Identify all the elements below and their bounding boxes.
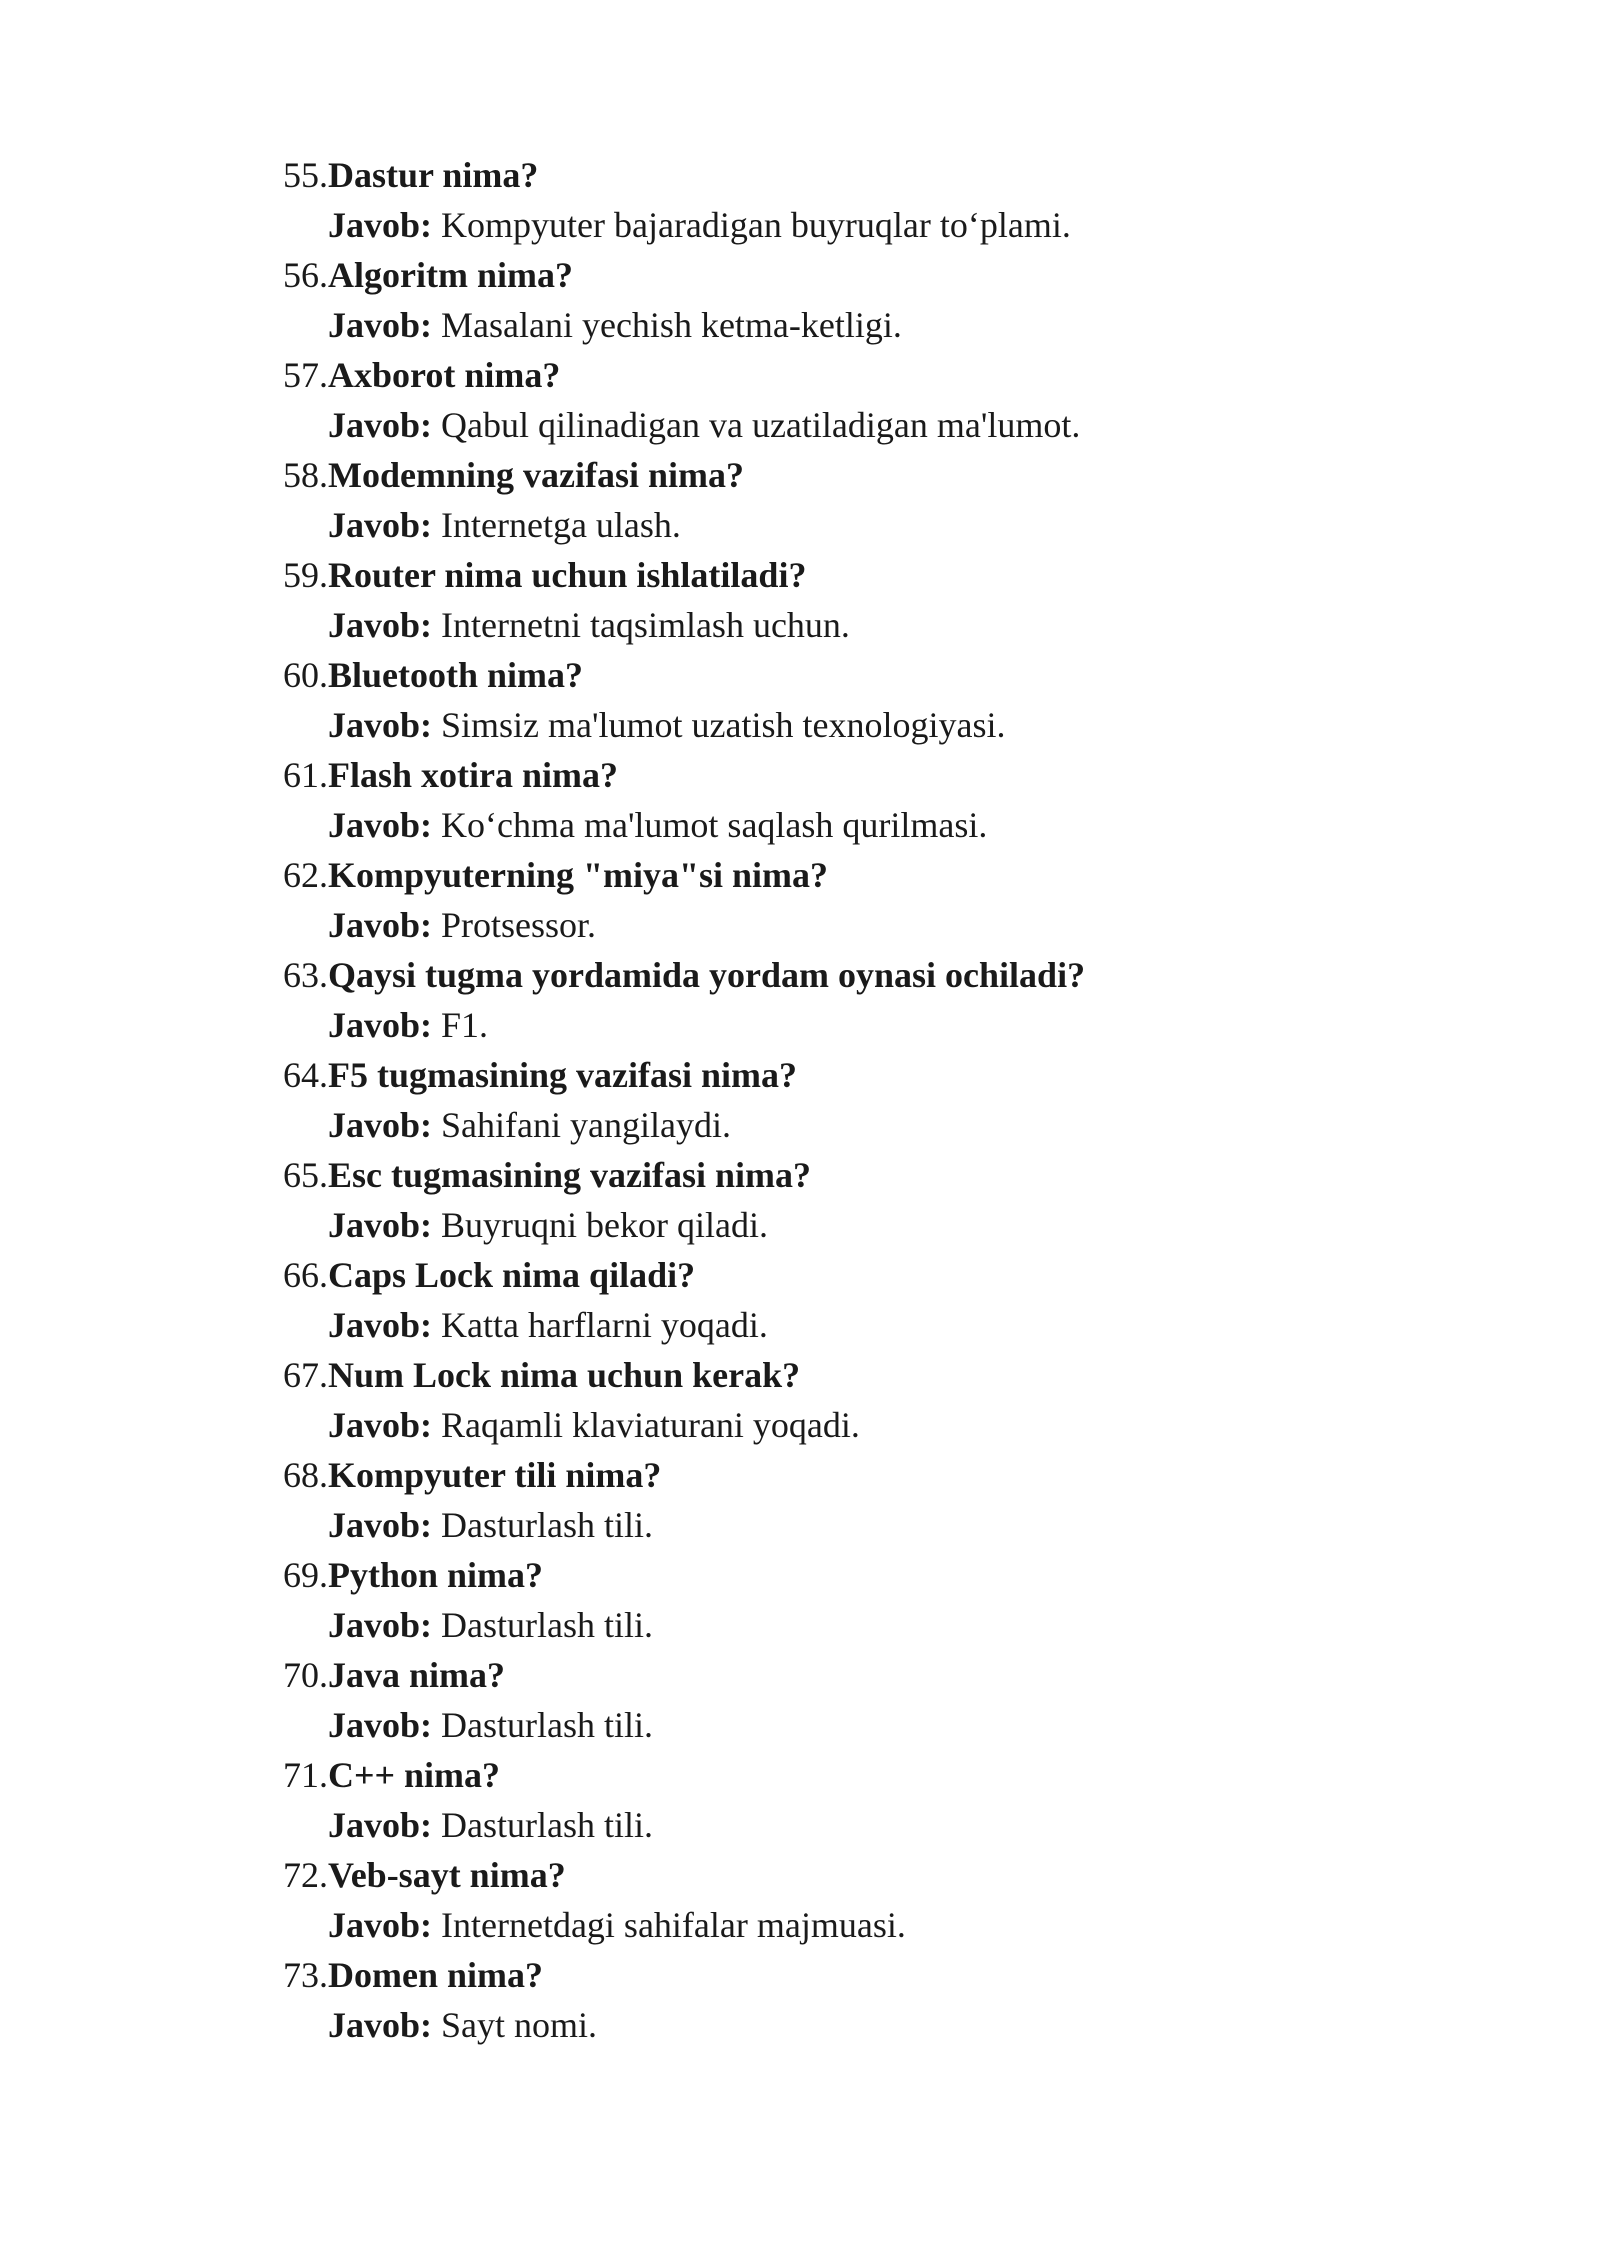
document-page: [0, 150, 1600, 2050]
answer-line: [0, 300, 1600, 350]
answer-label: Javob:: [328, 1105, 433, 1145]
question-number: 59.: [283, 555, 328, 595]
question-line: [0, 1450, 1600, 1500]
question-line: [0, 550, 1600, 600]
question-line: [0, 650, 1600, 700]
answer-label: Javob:: [328, 1805, 433, 1845]
question-text: Esc tugmasining vazifasi nima?: [328, 1155, 812, 1195]
qa-item: [0, 750, 1600, 850]
question-line: [0, 1350, 1600, 1400]
question-line: [0, 850, 1600, 900]
answer-label: Javob:: [328, 1505, 433, 1545]
answer-text: Raqamli klaviaturani yoqadi.: [441, 1405, 860, 1445]
question-line: [0, 1650, 1600, 1700]
answer-label: Javob:: [328, 1605, 433, 1645]
qa-item: [0, 1550, 1600, 1650]
question-line: [0, 1550, 1600, 1600]
qa-item: [0, 1850, 1600, 1950]
answer-text: Simsiz ma'lumot uzatish texnologiyasi.: [441, 705, 1006, 745]
question-text: C++ nima?: [328, 1755, 501, 1795]
qa-item: [0, 1050, 1600, 1150]
qa-item: [0, 1150, 1600, 1250]
answer-line: [0, 2000, 1600, 2050]
answer-text: Protsessor.: [441, 905, 597, 945]
question-text: Java nima?: [328, 1655, 506, 1695]
answer-line: [0, 1600, 1600, 1650]
question-line: [0, 450, 1600, 500]
question-text: Dastur nima?: [328, 155, 539, 195]
qa-item: [0, 250, 1600, 350]
answer-label: Javob:: [328, 1705, 433, 1745]
answer-label: Javob:: [328, 805, 433, 845]
question-text: Flash xotira nima?: [328, 755, 619, 795]
qa-item: [0, 1250, 1600, 1350]
answer-label: Javob:: [328, 2005, 433, 2045]
question-line: [0, 1050, 1600, 1100]
answer-label: Javob:: [328, 405, 433, 445]
answer-label: Javob:: [328, 705, 433, 745]
answer-text: Internetni taqsimlash uchun.: [441, 605, 850, 645]
question-number: 63.: [283, 955, 328, 995]
question-line: [0, 1750, 1600, 1800]
question-line: [0, 150, 1600, 200]
question-text: Modemning vazifasi nima?: [328, 455, 745, 495]
qa-item: [0, 1750, 1600, 1850]
qa-item: [0, 950, 1600, 1050]
question-line: [0, 1950, 1600, 2000]
answer-line: [0, 200, 1600, 250]
question-text: Domen nima?: [328, 1955, 543, 1995]
answer-line: [0, 800, 1600, 850]
qa-item: [0, 1950, 1600, 2050]
answer-text: Dasturlash tili.: [441, 1605, 653, 1645]
answer-line: [0, 600, 1600, 650]
answer-line: [0, 1100, 1600, 1150]
answer-label: Javob:: [328, 1005, 433, 1045]
answer-line: [0, 900, 1600, 950]
answer-label: Javob:: [328, 1205, 433, 1245]
qa-item: [0, 1350, 1600, 1450]
answer-line: [0, 1300, 1600, 1350]
qa-item: [0, 350, 1600, 450]
answer-text: Internetga ulash.: [441, 505, 681, 545]
question-text: Kompyuterning "miya"si nima?: [328, 855, 829, 895]
question-number: 73.: [283, 1955, 328, 1995]
question-line: [0, 1250, 1600, 1300]
question-number: 66.: [283, 1255, 328, 1295]
question-line: [0, 950, 1600, 1000]
question-number: 56.: [283, 255, 328, 295]
question-number: 60.: [283, 655, 328, 695]
answer-text: Dasturlash tili.: [441, 1505, 653, 1545]
answer-label: Javob:: [328, 905, 433, 945]
question-text: F5 tugmasining vazifasi nima?: [328, 1055, 798, 1095]
answer-line: [0, 1700, 1600, 1750]
answer-text: Buyruqni bekor qiladi.: [441, 1205, 768, 1245]
answer-text: Dasturlash tili.: [441, 1705, 653, 1745]
answer-label: Javob:: [328, 305, 433, 345]
answer-line: [0, 1500, 1600, 1550]
question-line: [0, 350, 1600, 400]
answer-line: [0, 1000, 1600, 1050]
answer-label: Javob:: [328, 205, 433, 245]
answer-text: Qabul qilinadigan va uzatiladigan ma'lumot.: [441, 405, 1081, 445]
answer-line: [0, 1200, 1600, 1250]
answer-text: Dasturlash tili.: [441, 1805, 653, 1845]
question-number: 64.: [283, 1055, 328, 1095]
question-text: Router nima uchun ishlatiladi?: [328, 555, 807, 595]
answer-label: Javob:: [328, 1305, 433, 1345]
qa-item: [0, 1450, 1600, 1550]
answer-line: [0, 1400, 1600, 1450]
qa-item: [0, 1650, 1600, 1750]
answer-label: Javob:: [328, 1905, 433, 1945]
question-text: Qaysi tugma yordamida yordam oynasi ochiladi?: [328, 955, 1086, 995]
question-number: 69.: [283, 1555, 328, 1595]
question-number: 68.: [283, 1455, 328, 1495]
question-text: Python nima?: [328, 1555, 544, 1595]
answer-label: Javob:: [328, 1405, 433, 1445]
answer-text: Katta harflarni yoqadi.: [441, 1305, 768, 1345]
question-number: 67.: [283, 1355, 328, 1395]
qa-item: [0, 650, 1600, 750]
question-line: [0, 250, 1600, 300]
qa-item: [0, 450, 1600, 550]
answer-line: [0, 1800, 1600, 1850]
qa-item: [0, 550, 1600, 650]
answer-text: F1.: [441, 1005, 489, 1045]
answer-text: Kompyuter bajaradigan buyruqlar to‘plami.: [441, 205, 1071, 245]
question-text: Kompyuter tili nima?: [328, 1455, 662, 1495]
question-text: Num Lock nima uchun kerak?: [328, 1355, 801, 1395]
answer-text: Sahifani yangilaydi.: [441, 1105, 731, 1145]
question-text: Bluetooth nima?: [328, 655, 584, 695]
question-number: 70.: [283, 1655, 328, 1695]
question-text: Algoritm nima?: [328, 255, 573, 295]
question-text: Veb-sayt nima?: [328, 1855, 566, 1895]
question-number: 65.: [283, 1155, 328, 1195]
qa-item: [0, 150, 1600, 250]
question-text: Axborot nima?: [328, 355, 561, 395]
question-number: 57.: [283, 355, 328, 395]
answer-line: [0, 500, 1600, 550]
answer-line: [0, 700, 1600, 750]
answer-line: [0, 400, 1600, 450]
question-line: [0, 750, 1600, 800]
question-line: [0, 1850, 1600, 1900]
question-text: Caps Lock nima qiladi?: [328, 1255, 696, 1295]
question-number: 72.: [283, 1855, 328, 1895]
answer-text: Internetdagi sahifalar majmuasi.: [441, 1905, 906, 1945]
question-number: 58.: [283, 455, 328, 495]
answer-text: Sayt nomi.: [441, 2005, 598, 2045]
qa-item: [0, 850, 1600, 950]
answer-text: Ko‘chma ma'lumot saqlash qurilmasi.: [441, 805, 988, 845]
question-number: 62.: [283, 855, 328, 895]
question-number: 71.: [283, 1755, 328, 1795]
question-number: 61.: [283, 755, 328, 795]
answer-line: [0, 1900, 1600, 1950]
answer-label: Javob:: [328, 605, 433, 645]
answer-label: Javob:: [328, 505, 433, 545]
question-line: [0, 1150, 1600, 1200]
answer-text: Masalani yechish ketma-ketligi.: [441, 305, 902, 345]
question-number: 55.: [283, 155, 328, 195]
